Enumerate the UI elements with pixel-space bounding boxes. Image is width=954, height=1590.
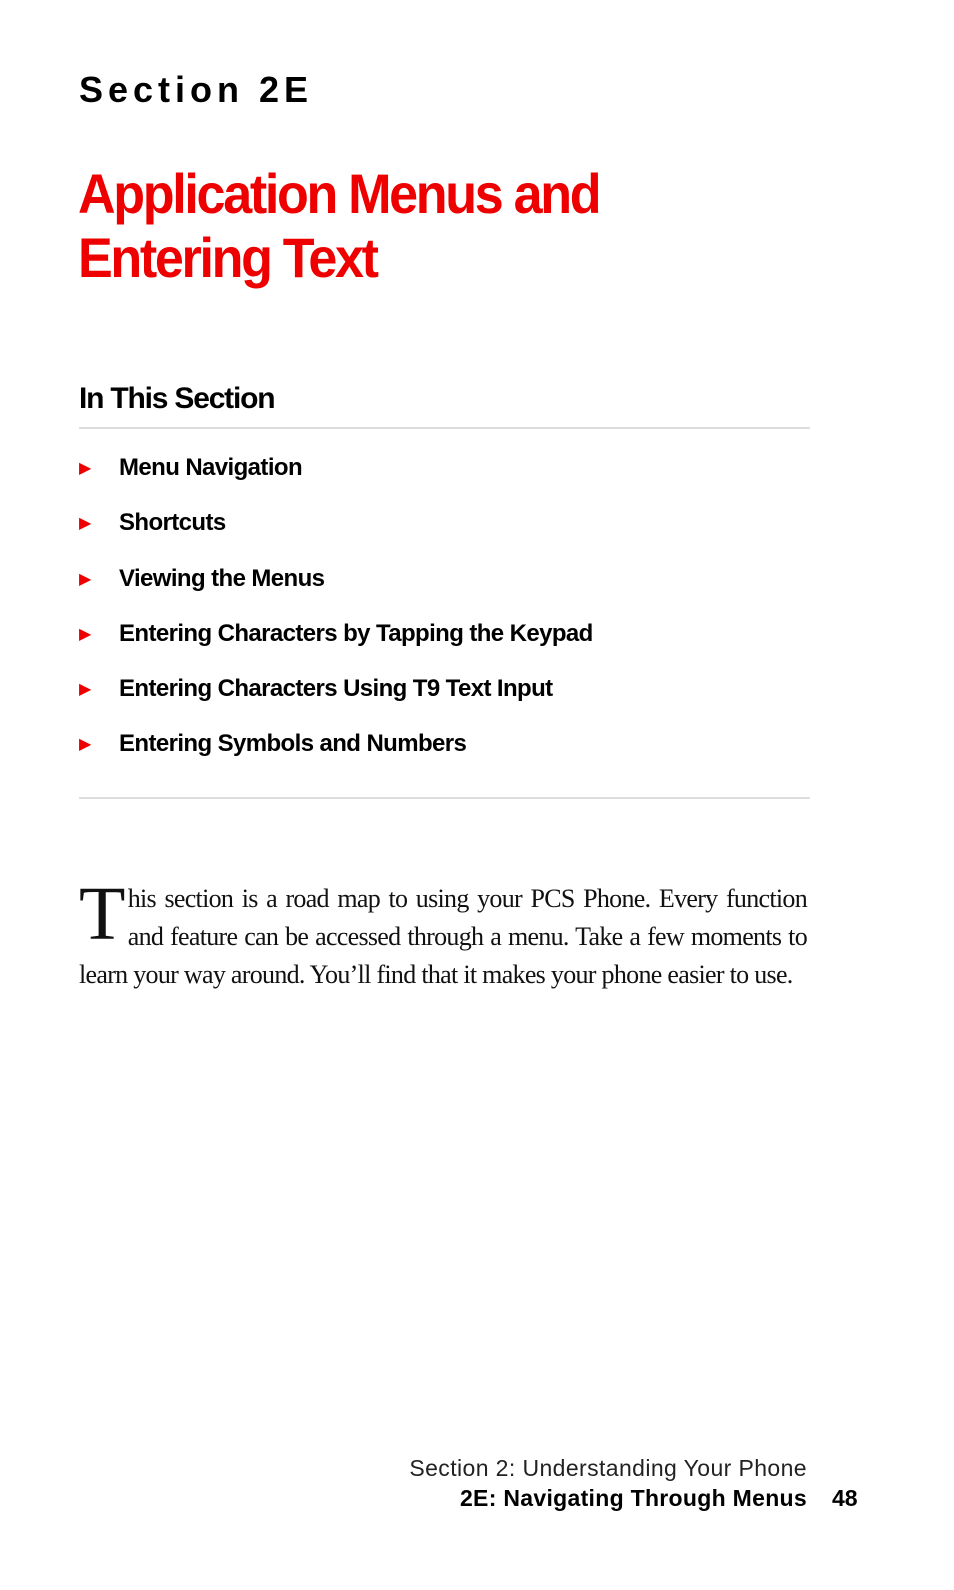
triangle-bullet-icon: ▶ bbox=[79, 570, 92, 588]
section-label: Section 2E bbox=[79, 69, 314, 110]
section-contents-list bbox=[79, 448, 593, 780]
list-item-label: Shortcuts bbox=[119, 509, 226, 537]
chapter-title: Application Menus and Entering Text bbox=[78, 162, 600, 289]
list-item-label: Entering Characters by Tapping the Keypad bbox=[119, 619, 593, 647]
divider-bottom bbox=[79, 797, 810, 799]
triangle-bullet-icon: ▶ bbox=[79, 515, 92, 533]
page-number: 48 bbox=[832, 1485, 858, 1511]
list-item-label: Entering Symbols and Numbers bbox=[119, 730, 467, 758]
list-item bbox=[79, 724, 593, 779]
drop-cap: T bbox=[79, 872, 125, 956]
list-item-label: Menu Navigation bbox=[119, 454, 303, 481]
intro-paragraph bbox=[79, 872, 807, 994]
footer-chapter-title: 2E: Navigating Through Menus bbox=[459, 1485, 807, 1511]
intro-text: his section is a road map to using your PCS Phone. Every function and feature can be accessed through a menu. Take a few moments to learn your way around. You’ll find that it makes your phone easier to use. bbox=[79, 884, 807, 989]
list-item bbox=[79, 669, 593, 724]
triangle-bullet-icon: ▶ bbox=[79, 460, 92, 477]
list-item-label: Entering Characters Using T9 Text Input bbox=[119, 675, 553, 703]
footer-section-title: Section 2: Understanding Your Phone bbox=[409, 1455, 807, 1481]
list-item-label: Viewing the Menus bbox=[119, 564, 325, 592]
in-this-section-heading: In This Section bbox=[79, 382, 275, 415]
list-item bbox=[79, 614, 593, 669]
list-item bbox=[79, 503, 593, 558]
list-item bbox=[79, 448, 593, 503]
triangle-bullet-icon: ▶ bbox=[79, 625, 92, 643]
triangle-bullet-icon: ▶ bbox=[79, 681, 92, 699]
triangle-bullet-icon: ▶ bbox=[79, 736, 92, 754]
divider-top bbox=[79, 427, 810, 429]
list-item bbox=[79, 559, 593, 614]
